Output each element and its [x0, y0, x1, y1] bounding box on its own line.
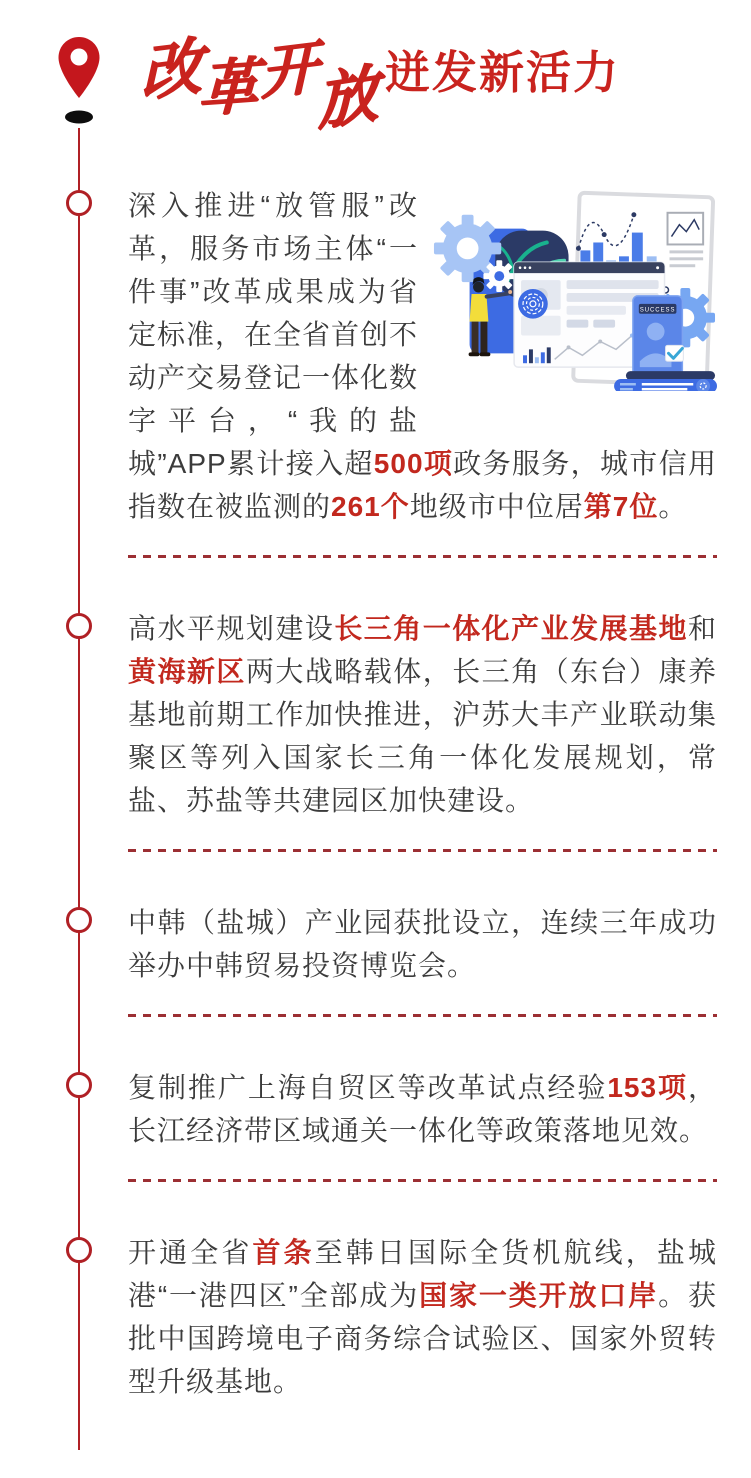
calligraphy-char: 改 — [139, 32, 203, 109]
timeline-node-circle — [66, 190, 92, 216]
calligraphy-char: 开 — [259, 34, 319, 107]
emphasis-text: 第7位 — [583, 491, 659, 522]
calligraphy-char: 革 — [196, 51, 260, 124]
section-paragraph — [128, 901, 717, 987]
dashed-separator — [128, 555, 717, 558]
body-text: 复制推广上海自贸区等改革试点经验 — [128, 1072, 608, 1103]
section-paragraph — [128, 184, 717, 528]
section-paragraph — [128, 1066, 717, 1152]
emphasis-text: 首条 — [252, 1237, 315, 1268]
timeline-section — [128, 1231, 717, 1403]
body-text: 。获批中国跨境电子商务综合试验区、国家外贸转型升级基地。 — [128, 1280, 717, 1397]
dashed-separator — [128, 849, 717, 852]
digital-services-illustration — [430, 186, 717, 391]
body-text: 深入推进“放管服”改革，服务市场主体“一件事”改革成果成为省定标准，在全省首创不动产交易登记一体化数字平台，“我的盐城”APP累计接入超 — [128, 190, 419, 479]
timeline-node-circle — [66, 907, 92, 933]
section-paragraph — [128, 1231, 717, 1403]
timeline-section — [128, 901, 717, 987]
sections-container — [128, 184, 717, 1403]
emphasis-text: 国家一类开放口岸 — [419, 1280, 659, 1311]
calligraphy-char: 放 — [314, 59, 380, 138]
svg-text:SUCCESS: SUCCESS — [639, 307, 676, 314]
body-text: 和 — [687, 613, 717, 644]
header — [0, 0, 751, 190]
body-text: 政务服务，城市信用指数在被监测的 — [128, 448, 717, 522]
timeline-node-circle — [66, 1072, 92, 1098]
timeline-content — [0, 184, 751, 1403]
emphasis-text: 261个 — [331, 491, 410, 522]
timeline-node-circle — [66, 613, 92, 639]
body-text: 中韩（盐城）产业园获批设立，连续三年成功举办中韩贸易投资博览会。 — [128, 907, 717, 981]
emphasis-text: 500项 — [373, 448, 454, 479]
dashed-separator — [128, 1014, 717, 1017]
emphasis-text: 153项 — [607, 1072, 688, 1103]
body-text: 高水平规划建设 — [128, 613, 335, 644]
emphasis-text: 长三角一体化产业发展基地 — [334, 613, 688, 644]
body-text: ，长江经济带区域通关一体化等政策落地见效。 — [128, 1072, 717, 1146]
title-calligraphy — [138, 34, 388, 154]
body-text: 。 — [658, 491, 688, 522]
body-text: 至韩日国际全货机航线，盐城港“一港四区”全部成为 — [128, 1237, 717, 1311]
body-text: 地级市中位居 — [409, 491, 584, 522]
dashed-separator — [128, 1179, 717, 1182]
body-text: 开通全省 — [128, 1237, 253, 1268]
timeline-node-circle — [66, 1237, 92, 1263]
body-text: 两大战略载体，长三角（东台）康养基地前期工作加快推进，沪苏大丰产业联动集聚区等列入国家长三角一体化发展规划，常盐、苏盐等共建园区加快建设。 — [128, 656, 717, 816]
section-paragraph — [128, 607, 717, 822]
framed-chart-icon — [668, 213, 704, 267]
fingerprint-badge-icon — [518, 289, 548, 319]
id-card-icon — [633, 296, 683, 375]
emphasis-text: 黄海新区 — [128, 656, 246, 687]
title-subtitle: 迸发新活力 — [385, 47, 621, 98]
timeline-section — [128, 1066, 717, 1152]
timeline-section — [128, 184, 717, 528]
timeline-section — [128, 607, 717, 822]
location-pin-icon — [55, 36, 103, 128]
server-capsule-icon — [614, 371, 717, 391]
